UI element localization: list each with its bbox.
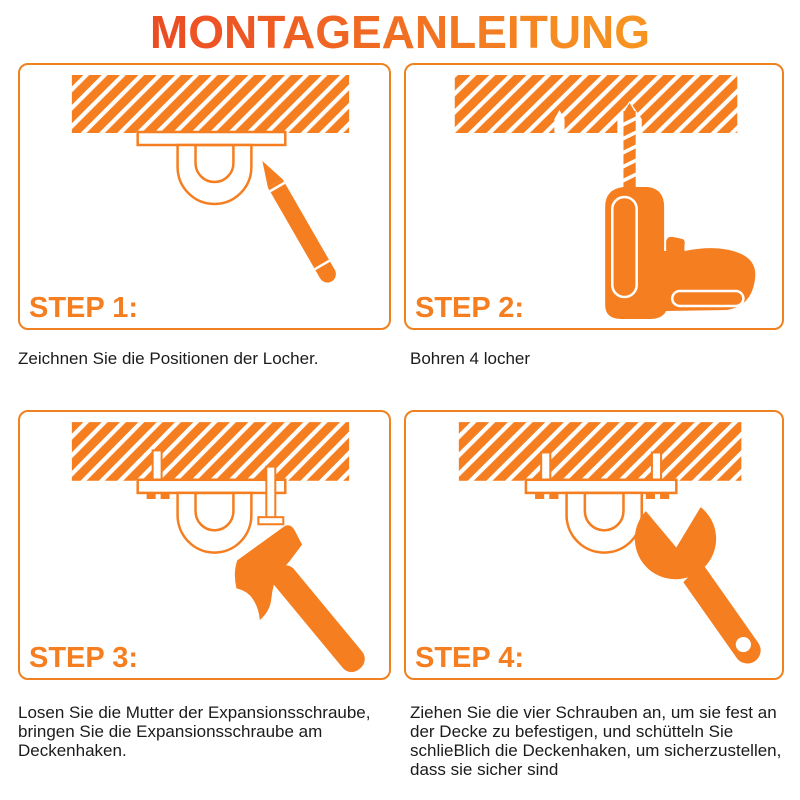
step-1-label: STEP 1: (29, 292, 139, 324)
ceiling-block (459, 422, 742, 481)
step-1-caption: Zeichnen Sie die Positionen der Locher. (18, 349, 319, 368)
step-3-illustration (20, 412, 389, 678)
ceiling-block (72, 422, 349, 481)
drill-icon (605, 103, 755, 319)
hammer-icon (221, 519, 388, 678)
step-1-panel (18, 63, 391, 330)
wrench-icon (635, 507, 768, 670)
ceiling-block (72, 75, 349, 133)
pencil-icon (255, 157, 339, 286)
ceiling-hook-icon (138, 132, 286, 204)
step-3-label: STEP 3: (29, 642, 139, 674)
ceiling-block (455, 75, 738, 133)
step-3-caption: Losen Sie die Mutter der Expansionsschraube, bringen Sie die Expansionsschraube am Deckenhaken. (18, 703, 371, 760)
page-title: MONTAGEANLEITUNG (149, 6, 651, 58)
step-4-caption: Ziehen Sie die vier Schrauben an, um sie fest an der Decke zu befestigen, und schütteln Sie schlieBlich die Deckenhaken, um sicherzustellen, dass sie sicher sind (410, 703, 782, 779)
step-4-panel (404, 410, 784, 680)
step-3-panel (18, 410, 391, 680)
step-4-label: STEP 4: (415, 642, 525, 674)
step-4-illustration (406, 412, 782, 678)
screw-right (652, 452, 661, 481)
expansion-bolt-left (153, 450, 162, 481)
step-2-caption: Bohren 4 locher (410, 349, 531, 368)
step-2-panel (404, 63, 784, 330)
step-1-illustration (20, 65, 389, 328)
step-2-illustration (406, 65, 782, 328)
screw-left (541, 452, 550, 481)
step-2-label: STEP 2: (415, 292, 525, 324)
